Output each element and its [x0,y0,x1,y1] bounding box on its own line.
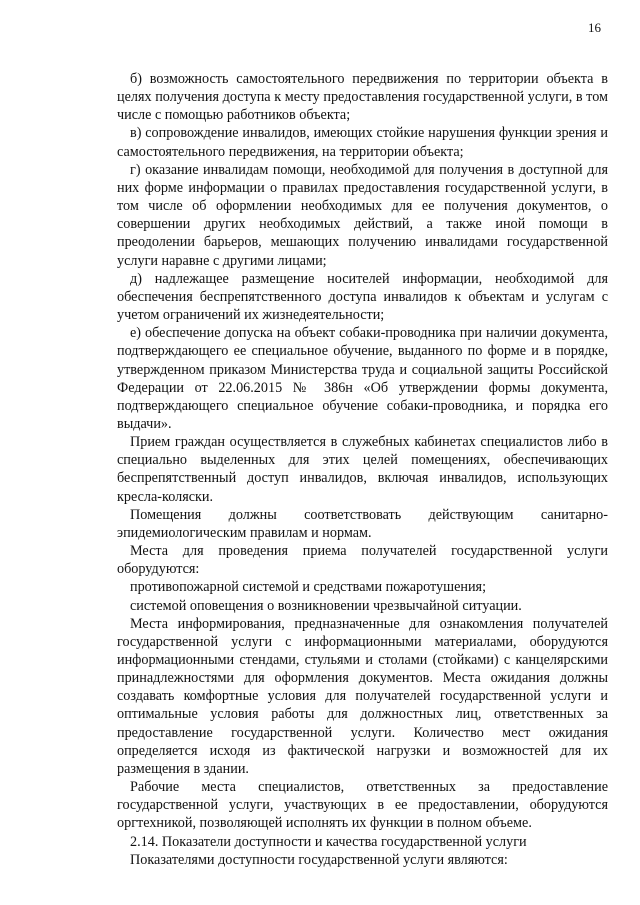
paragraph-b: б) возможность самостоятельного передвижения по территории объекта в целях получения доступа к месту предоставления государственной услуги, в том числе с помощью работников объекта; [117,71,608,124]
paragraph-premises: Помещения должны соответствовать действующим санитарно-эпидемиологическим правилам и нормам. [117,506,608,541]
paragraph-v: в) сопровождение инвалидов, имеющих стойкие нарушения функции зрения и самостоятельного передвижения, на территории объекта; [117,125,608,160]
paragraph-alert-system: системой оповещения о возникновении чрезвычайной ситуации. [130,597,522,614]
paragraph-reception-places: Места для проведения приема получателей государственной услуги оборудуются: [117,543,608,578]
document-body [117,70,608,869]
section-heading-2-14: 2.14. Показатели доступности и качества государственной услуги [130,833,527,850]
paragraph-workplaces: Рабочие места специалистов, ответственных за предоставление государственной услуги, участвующих в ее предоставлении, оборудуются оргтехникой, позволяющей исполнять их функции в полном объеме. [117,779,608,832]
paragraph-d: д) надлежащее размещение носителей информации, необходимой для обеспечения беспрепятственного доступа инвалидов к объектам и услугам с учетом ограничений их жизнедеятельности; [117,270,608,324]
paragraph-indicators: Показателями доступности государственной услуги являются: [130,851,508,868]
paragraph-e: е) обеспечение допуска на объект собаки-проводника при наличии документа, подтверждающего ее специальное обучение, выданного по форме и в порядке, утвержденном приказом Министерства труда и социальной защиты Российской Федерации от 22.06.2015 № 386н «Об утверждении формы документа, подтверждающего специальное обучение собаки-проводника, и порядка его выдачи». [117,325,608,432]
paragraph-fire-system: противопожарной системой и средствами пожаротушения; [130,579,487,596]
paragraph-info-places: Места информирования, предназначенные для ознакомления получателей государственной услуги с информационными материалами, оборудуются информационными стендами, стульями и столами (стойками) с канцелярскими принадлежностями для оформления документов. Места ожидания должны создавать комфортные условия для получателей государственной услуги и оптимальные условия работы для должностных лиц, ответственных за предоставление государственной услуги. Количество мест ожидания определяется исходя из фактической нагрузки и возможностей для их размещения в здании. [117,615,608,777]
paragraph-reception: Прием граждан осуществляется в служебных кабинетах специалистов либо в специально выделенных для этих целей помещениях, обеспечивающих беспрепятственный доступ инвалидов, включая инвалидов, использующих кресла-коляски. [117,434,608,505]
page-number: 16 [588,20,601,35]
paragraph-g: г) оказание инвалидам помощи, необходимой для получения в доступной для них форме информации о правилах предоставления государственной услуги, в том числе об оформлении необходимых для ее получения документов, о совершении других необходимых действий, а также иной помощи в преодолении барьеров, мешающих получению инвалидами государственной услуги наравне с другими лицами; [117,161,608,269]
